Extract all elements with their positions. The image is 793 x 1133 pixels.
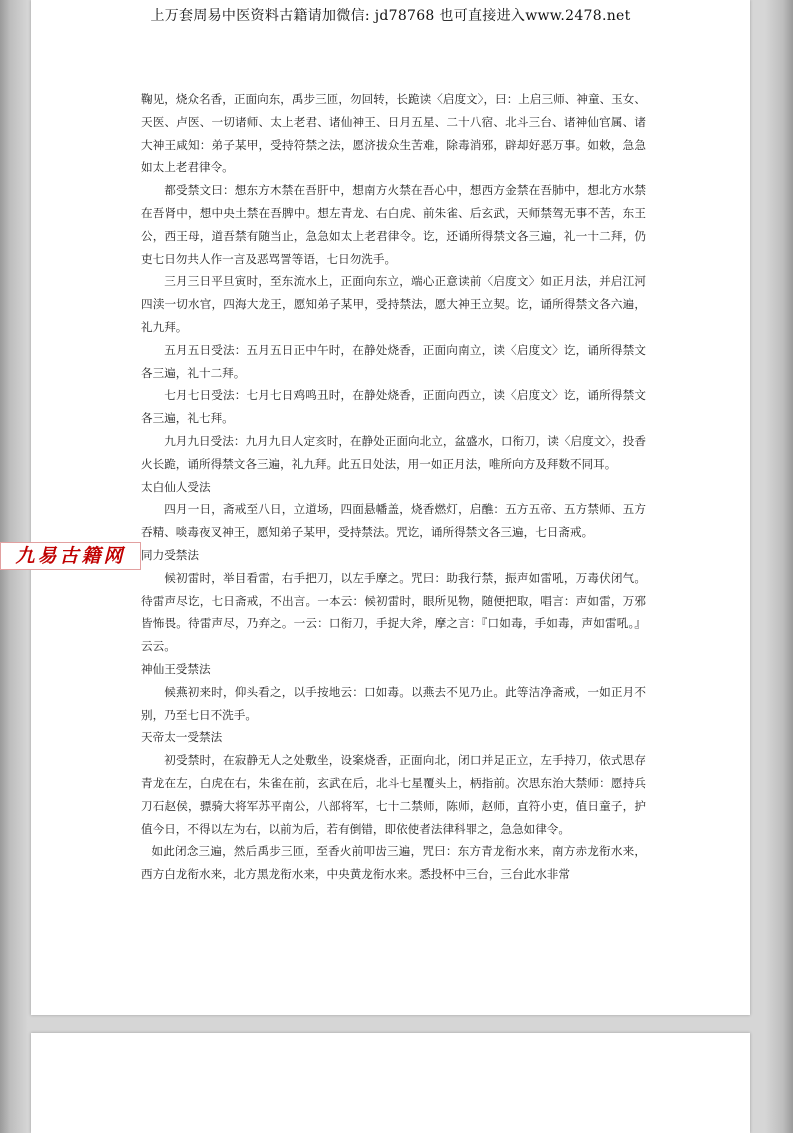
paragraph: 初受禁时，在寂静无人之处敷坐，设案烧香，正面向北，闭口并足正立，左手持刀，依式思存青龙在左，白虎在右，朱雀在前，玄武在后，北斗七星覆头上，柄指前。次思东治大禁师：愿持兵刀石赵侯，骠骑大将军苏平南公，八部将军，七十二禁师，陈师，赵师，直符小吏，值日童子，护值今日，不得以左为右，以前为后，若有倒错，即依使者法律科罪之，急急如律令。 [141, 753, 646, 836]
paragraph: 候初雷时，举目看雷，右手把刀，以左手摩之。咒曰：助我行禁，振声如雷吼，万毒伏闭气。待雷声尽讫，七日斋戒，不出言。一本云：候初雷时，眼所见物，随便把取，唱言：声如雷，万邪皆怖畏。待雷声尽，乃弃之。一云：口衔刀，手捉大斧，摩之言：『口如毒，手如毒，声如雷吼。』云云。 [141, 570, 646, 654]
paragraph: 候燕初来时，仰头看之，以手按地云：口如毒。以燕去不见乃止。此等洁净斋戒，一如正月不别，乃至七日不洗手。 [141, 684, 646, 722]
paragraph: 鞠见，烧众名香，正面向东，禹步三匝，勿回转，长跪读〈启度文〉，曰：上启三师、神童、玉女、天医、卢医、一切诸师、太上老君、诸仙神王、日月五星、二十八宿、北斗三台、诸神仙官属、诸大神王咸知：弟子某甲，受持符禁之法，愿济拔众生苦难，除毒消邪，辟却好恶万事。如敕，急急如太上老君律令。 [141, 92, 646, 175]
section-heading: 太白仙人受法 [141, 479, 211, 494]
page-body-text [141, 88, 646, 886]
paragraph: 都受禁文曰：想东方木禁在吾肝中，想南方火禁在吾心中，想西方金禁在吾肺中，想北方水禁在吾肾中，想中央土禁在吾脾中。想左青龙、右白虎、前朱雀、后玄武，天师禁驾无事不苦，东王公，西王母，道吾禁有随当止，急急如太上老君律令。讫，还诵所得禁文各三遍，礼一十二拜，仍吏七日勿共人作一言及恶骂詈等语，七日勿洗手。 [141, 183, 646, 266]
paragraph: 九月九日受法：九月九日人定亥时，在静处正面向北立，盆盛水，口衔刀，读〈启度文〉，投香火长跪，诵所得禁文各三遍，礼九拜。此五日处法，用一如正月法，唯所向方及拜数不同耳。 [141, 433, 646, 471]
paragraph: 五月五日受法：五月五日正中午时，在静处烧香，正面向南立，读〈启度文〉讫，诵所得禁文各三遍，礼十二拜。 [141, 342, 646, 380]
section-heading: 同力受禁法 [141, 547, 199, 562]
section-heading: 神仙王受禁法 [141, 661, 211, 676]
paragraph: 三月三日平旦寅时，至东流水上，正面向东立，端心正意读前〈启度文〉如正月法，并启江河四渎一切水官，四海大龙王，愿知弟子某甲，受持禁法，愿大神王立契。讫，诵所得禁文各六遍，礼九拜。 [141, 274, 646, 334]
paragraph: 四月一日，斋戒至八日，立道场，四面悬幡盖，烧香燃灯，启醮：五方五帝、五方禁师、五方吞精、啖毒夜叉神王，愿知弟子某甲，受持禁法。咒讫，诵所得禁文各三遍，七日斋戒。 [141, 502, 646, 540]
paragraph: 如此闭念三遍，然后禹步三匝，至香火前叩齿三遍，咒曰：东方青龙衔水来，南方赤龙衔水来，西方白龙衔水来，北方黑龙衔水来，中央黄龙衔水来。悉投杯中三台，三台此水非常 [141, 844, 646, 882]
paragraph: 七月七日受法：七月七日鸡鸣丑时，在静处烧香，正面向西立，读〈启度文〉讫，诵所得禁文各三遍，礼七拜。 [141, 388, 646, 426]
header-banner: 上万套周易中医资料古籍请加微信: jd78768 也可直接进入www.2478.net [150, 8, 631, 24]
next-page [31, 1033, 750, 1133]
document-page [31, 0, 750, 1015]
section-heading: 天帝太一受禁法 [141, 730, 223, 745]
watermark-stamp: 九易古籍网 [0, 542, 141, 570]
